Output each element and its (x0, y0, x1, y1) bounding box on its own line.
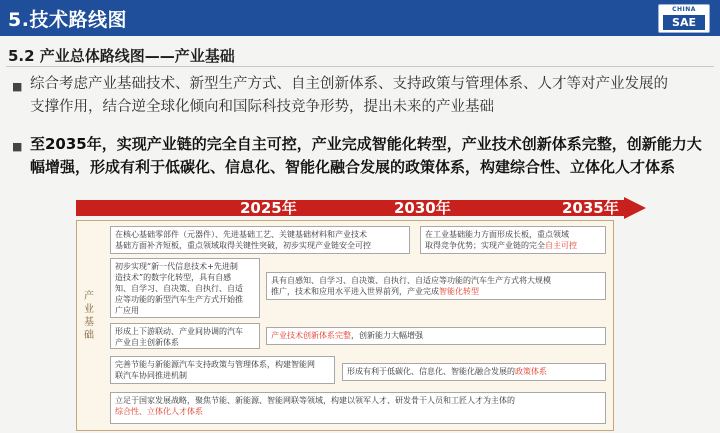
page-title: 5.技术路线图 (8, 9, 127, 31)
china-sae-logo (658, 4, 710, 33)
paragraph-1-line-1: 综合考虑产业基础技术、新型生产方式、自主创新体系、支持政策与管理体系、人才等对产业发展的 (30, 76, 668, 92)
divider (6, 66, 714, 67)
row4-right-box: 形成有利于低碳化、信息化、智能化融合发展的政策体系 (342, 363, 606, 381)
bullet-icon: ■ (12, 140, 23, 153)
section-title: 5.2 产业总体路线图——产业基础 (8, 47, 235, 65)
row2-right-box: 具有自感知、自学习、自决策、自执行、自适应等功能的汽车生产方式将大规模 推广，技术和应用水平进入世界前列，产业完成智能化转型 (266, 272, 606, 300)
year-2035: 2035年 (562, 199, 619, 217)
logo-top-text: CHINA (672, 6, 696, 13)
timeline-arrow (76, 197, 646, 219)
row4-left-box: 完善节能与新能源汽车支持政策与管理体系，构建智能网 联汽车协同推进机制 (110, 356, 335, 384)
row2-left-box: 初步实现“新一代信息技术+先进制 造技术”的数字化转型，具有自感 知、自学习、自决策、自执行、自适 应等功能的新型汽车生产方式开始推 广应用 (110, 258, 260, 318)
year-2025: 2025年 (240, 199, 297, 217)
logo-main-text: SAE (663, 15, 705, 30)
industry-base-label: 产 业 基 础 (84, 291, 94, 341)
paragraph-2-line-1: 至2035年，实现产业链的完全自主可控，产业完成智能化转型，产业技术创新体系完整，创新能力大 (30, 135, 702, 153)
row1-left-box: 在核心基础零部件（元器件）、先进基础工艺、关键基础材料和产业技术 基础方面补齐短板，重点领域取得关键性突破，初步实现产业链安全可控 (110, 226, 410, 254)
header-bar (0, 0, 720, 36)
paragraph-1 (30, 73, 710, 119)
row3-left-box: 形成上下游联动、产业间协调的汽车 产业自主创新体系 (110, 323, 260, 349)
row1-right-box: 在工业基础能力方面形成长板，重点领域 取得竞争优势；实现产业链的完全自主可控 (420, 226, 606, 254)
bullet-icon: ■ (12, 80, 23, 93)
row3-right-box: 产业技术创新体系完整，创新能力大幅增强 (266, 327, 606, 345)
paragraph-2-line-2: 幅增强，形成有利于低碳化、信息化、智能化融合发展的政策体系，构建综合性、立体化人才体系 (30, 158, 676, 176)
row5-box: 立足于国家发展战略，聚焦节能、新能源、智能网联等领域，构建以领军人才、研发骨干人员和工匠人才为主体的 综合性、立体化人才体系 (110, 392, 606, 424)
paragraph-1-line-2: 支撑作用，结合逆全球化倾向和国际科技竞争形势，提出未来的产业基础 (30, 99, 494, 115)
year-2030: 2030年 (394, 199, 451, 217)
paragraph-2 (30, 133, 710, 179)
